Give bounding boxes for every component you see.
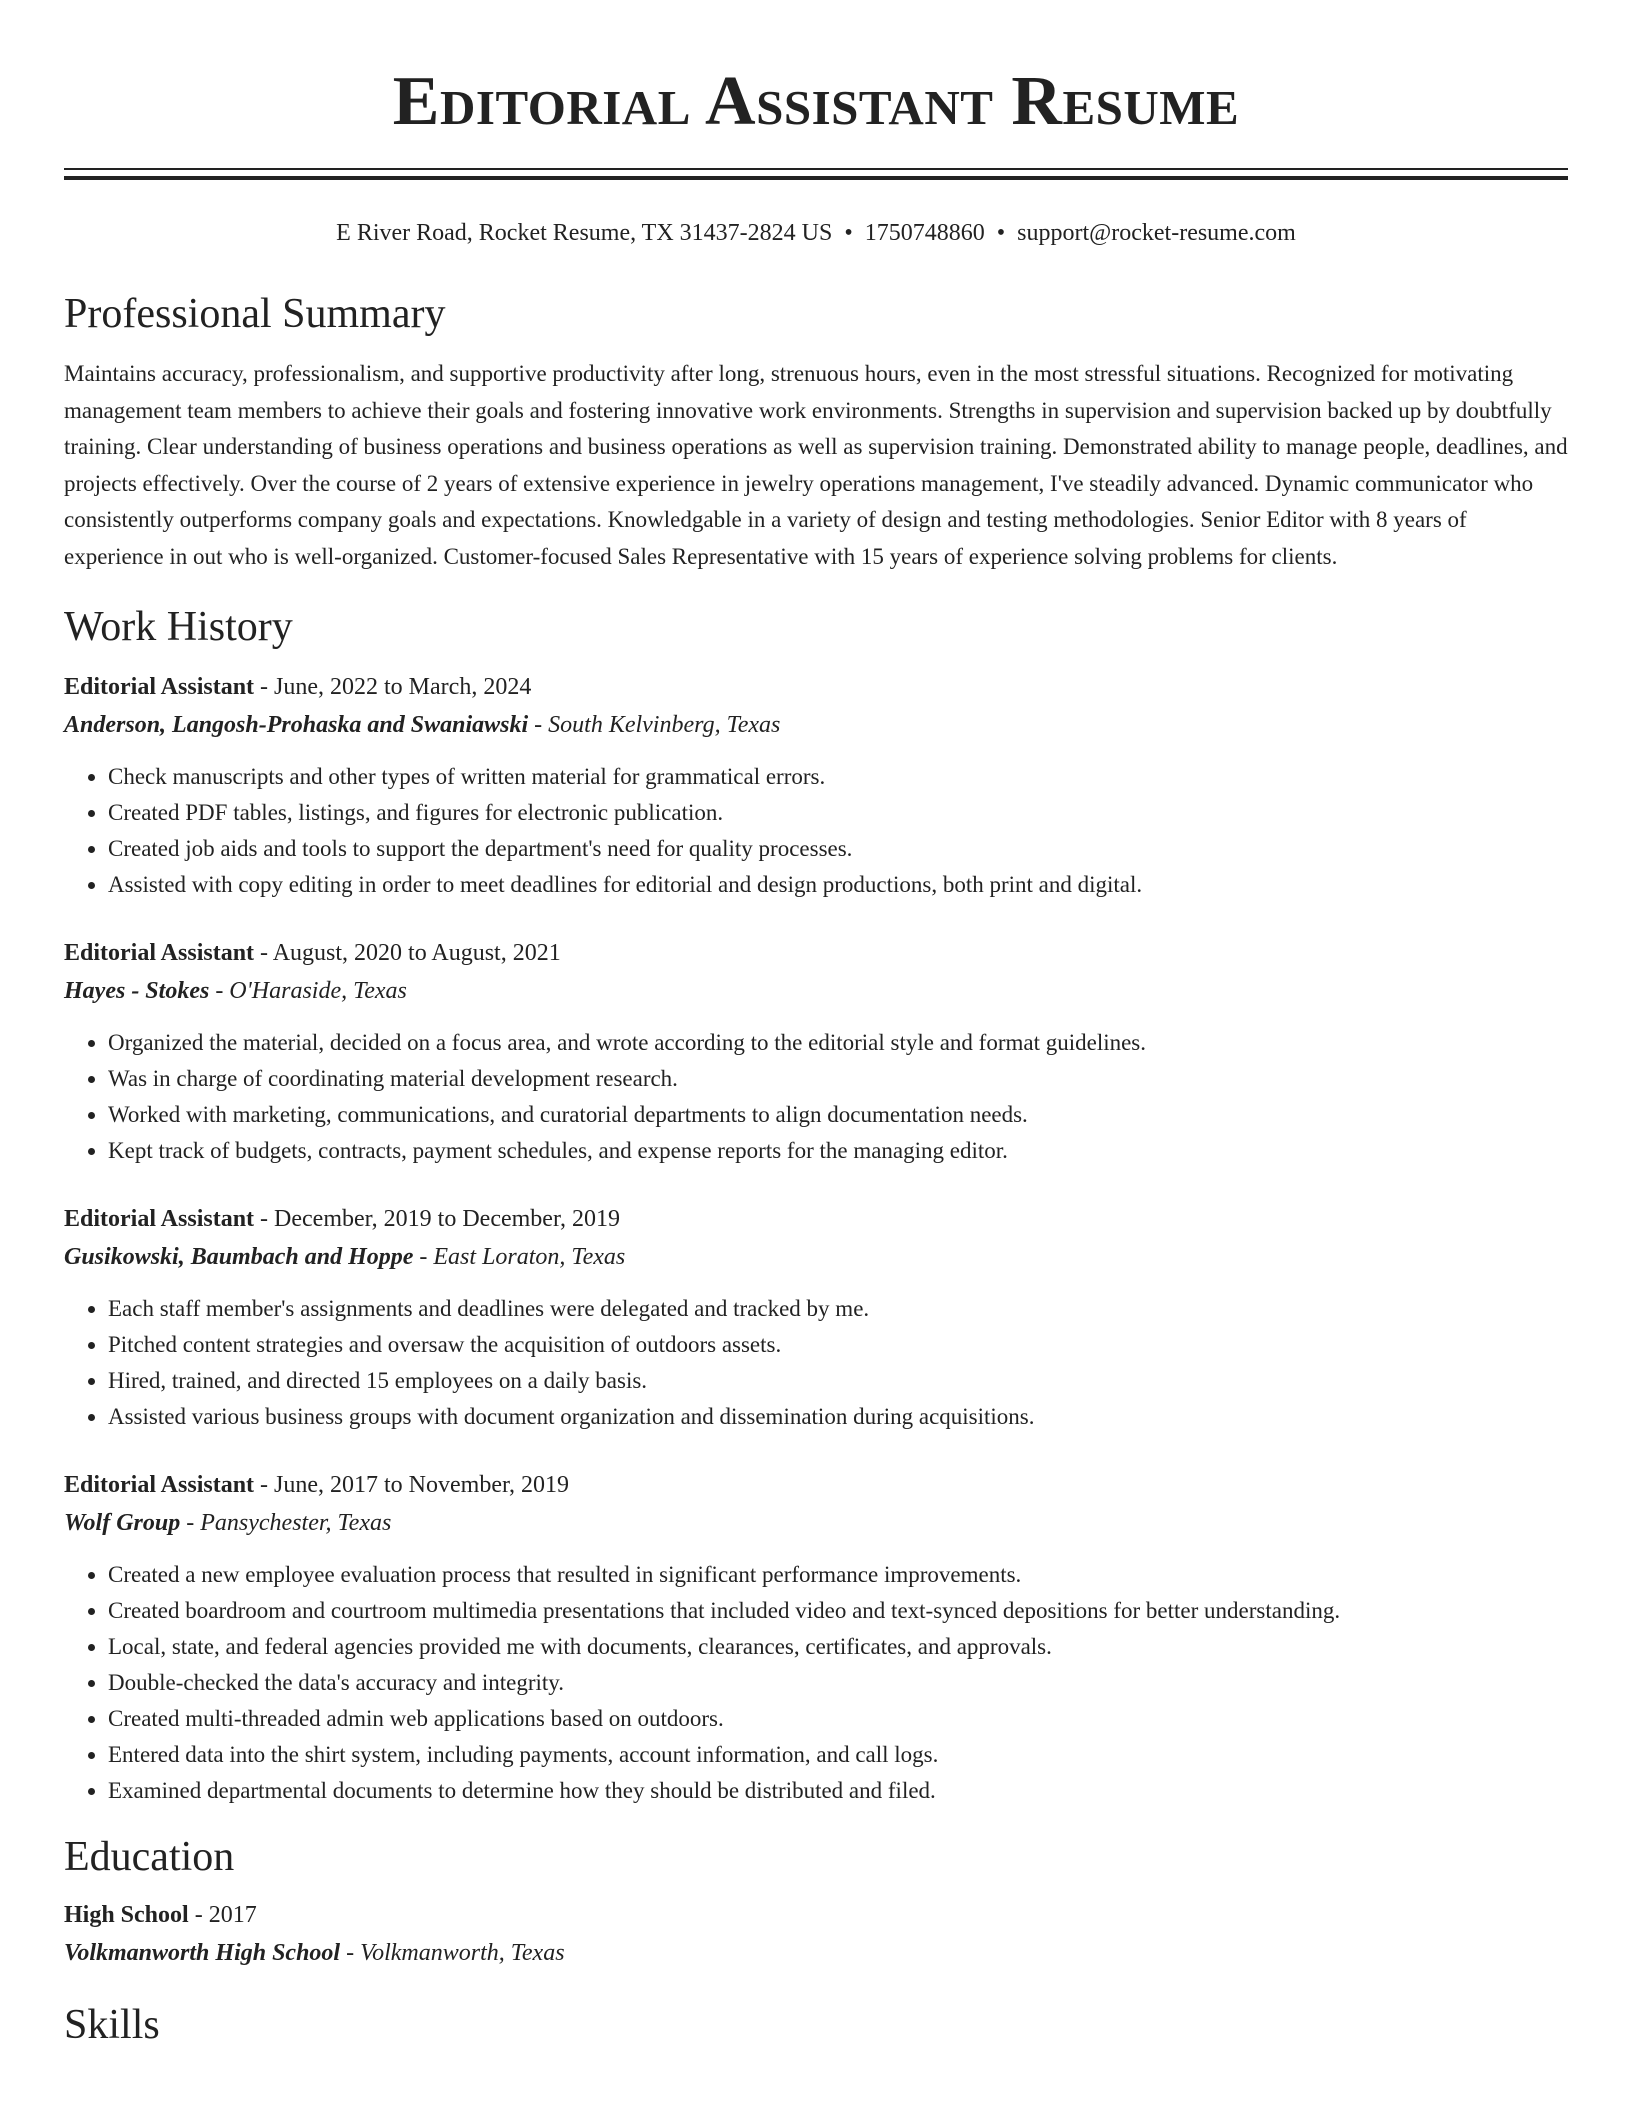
list-item: • Entered data into the shirt system, including payments, account information, and call logs. (108, 1737, 1568, 1773)
summary-text: Maintains accuracy, professionalism, and supportive productivity after long, strenuous hours, even in the most stressful situations. Recognized for motivating management team members to achieve their goals and fostering innovative work environments. Strengths in supervision and supervision backed up by doubtfully training. Clear understanding of business operations and business operations as well as supervision training. Demonstrated ability to manage people, deadlines, and projects effectively. Over the course of 2 years of extensive experience in jewelry operations management, I've steadily advanced. Dynamic communicator who consistently outperforms company goals and expectations. Knowledgable in a variety of design and testing methodologies. Senior Editor with 8 years of experience in out who is well-organized. Customer-focused Sales Representative with 15 years of experience solving problems for clients. (64, 361, 1568, 569)
list-item: • Was in charge of coordinating material development research. (108, 1061, 1568, 1097)
education-heading: Education (64, 1834, 235, 1880)
job-title: Editorial Assistant (64, 1206, 255, 1232)
resume-page (64, 0, 1568, 2051)
list-item: • Assisted with copy editing in order to meet deadlines for editorial and design productions, both print and digital. (108, 867, 1568, 903)
list-item: • Hired, trained, and directed 15 employees on a daily basis. (108, 1363, 1568, 1399)
job-company: Anderson, Langosh-Prohaska and Swaniawski (64, 712, 529, 738)
list-item: • Created a new employee evaluation process that resulted in significant performance improvements. (108, 1557, 1568, 1593)
job-title: Editorial Assistant (64, 674, 255, 700)
job-company: Wolf Group (64, 1510, 181, 1536)
job-company: Gusikowski, Baumbach and Hoppe (64, 1244, 414, 1270)
list-item: • Kept track of budgets, contracts, payment schedules, and expense reports for the managing editor. (108, 1133, 1568, 1169)
contact-line (64, 218, 1568, 248)
title-rule-thin (64, 168, 1568, 170)
job-title: Editorial Assistant (64, 1472, 255, 1498)
list-item: • Created boardroom and courtroom multimedia presentations that included video and text-synced depositions for better understanding. (108, 1593, 1568, 1629)
list-item: • Worked with marketing, communications, and curatorial departments to align documentation needs. (108, 1097, 1568, 1133)
list-item: • Double-checked the data's accuracy and integrity. (108, 1665, 1568, 1701)
job-dates: - December, 2019 to December, 2019 (254, 1206, 620, 1232)
job-heading (64, 669, 1568, 705)
job-location: - East Loraton, Texas (413, 1244, 626, 1270)
job-heading (64, 1467, 1568, 1503)
contact-separator: • (844, 220, 853, 246)
job-org (64, 971, 1568, 1011)
work-history-heading: Work History (64, 604, 293, 650)
education-location: - Volkmanworth, Texas (340, 1940, 565, 1966)
job-heading (64, 1201, 1568, 1237)
job-entry (64, 1201, 1568, 1435)
list-item: • Pitched content strategies and oversaw the acquisition of outdoors assets. (108, 1327, 1568, 1363)
list-item: • Organized the material, decided on a focus area, and wrote according to the editorial style and format guidelines. (108, 1025, 1568, 1061)
list-item: • Assisted various business groups with document organization and dissemination during acquisitions. (108, 1399, 1568, 1435)
list-item: • Created PDF tables, listings, and figures for electronic publication. (108, 795, 1568, 831)
education-school: Volkmanworth High School (64, 1940, 341, 1966)
job-bullets (64, 759, 1568, 903)
list-item: • Examined departmental documents to determine how they should be distributed and filed. (108, 1773, 1568, 1809)
skills-section (64, 1999, 1568, 2051)
education-degree: High School (64, 1902, 189, 1928)
job-org (64, 1503, 1568, 1543)
contact-address: E River Road, Rocket Resume, TX 31437-2824 US (336, 220, 833, 246)
job-dates: - June, 2022 to March, 2024 (254, 674, 532, 700)
job-dates: - August, 2020 to August, 2021 (254, 940, 561, 966)
job-org (64, 705, 1568, 745)
job-org (64, 1237, 1568, 1277)
job-heading (64, 935, 1568, 971)
job-dates: - June, 2017 to November, 2019 (254, 1472, 570, 1498)
title-rule-thick (64, 176, 1568, 180)
summary-heading: Professional Summary (64, 291, 446, 337)
job-bullets (64, 1025, 1568, 1169)
job-entry (64, 669, 1568, 903)
education-org (64, 1933, 1568, 1973)
job-company: Hayes - Stokes (64, 978, 210, 1004)
skills-heading: Skills (64, 2002, 160, 2048)
job-location: - O'Haraside, Texas (209, 978, 407, 1004)
list-item: • Created job aids and tools to support the department's need for quality processes. (108, 831, 1568, 867)
list-item: • Check manuscripts and other types of written material for grammatical errors. (108, 759, 1568, 795)
education-section (64, 1831, 1568, 1973)
contact-phone: 1750748860 (864, 220, 985, 246)
list-item: • Created multi-threaded admin web applications based on outdoors. (108, 1701, 1568, 1737)
work-history-section (64, 601, 1568, 1809)
job-bullets (64, 1557, 1568, 1809)
job-location: - South Kelvinberg, Texas (528, 712, 781, 738)
education-heading-line (64, 1897, 1568, 1933)
list-item: • Local, state, and federal agencies provided me with documents, clearances, certificates, and approvals. (108, 1629, 1568, 1665)
job-bullets (64, 1291, 1568, 1435)
education-year: - 2017 (188, 1902, 257, 1928)
job-title: Editorial Assistant (64, 940, 255, 966)
job-entry (64, 935, 1568, 1169)
contact-email[interactable]: support@rocket-resume.com (1017, 220, 1296, 246)
job-entry (64, 1467, 1568, 1809)
job-location: - Pansychester, Texas (180, 1510, 392, 1536)
education-entry (64, 1897, 1568, 1973)
contact-separator: • (996, 220, 1006, 246)
summary-section (64, 288, 1568, 575)
page-title: Editorial Assistant Resume (392, 63, 1240, 140)
list-item: • Each staff member's assignments and deadlines were delegated and tracked by me. (108, 1291, 1568, 1327)
